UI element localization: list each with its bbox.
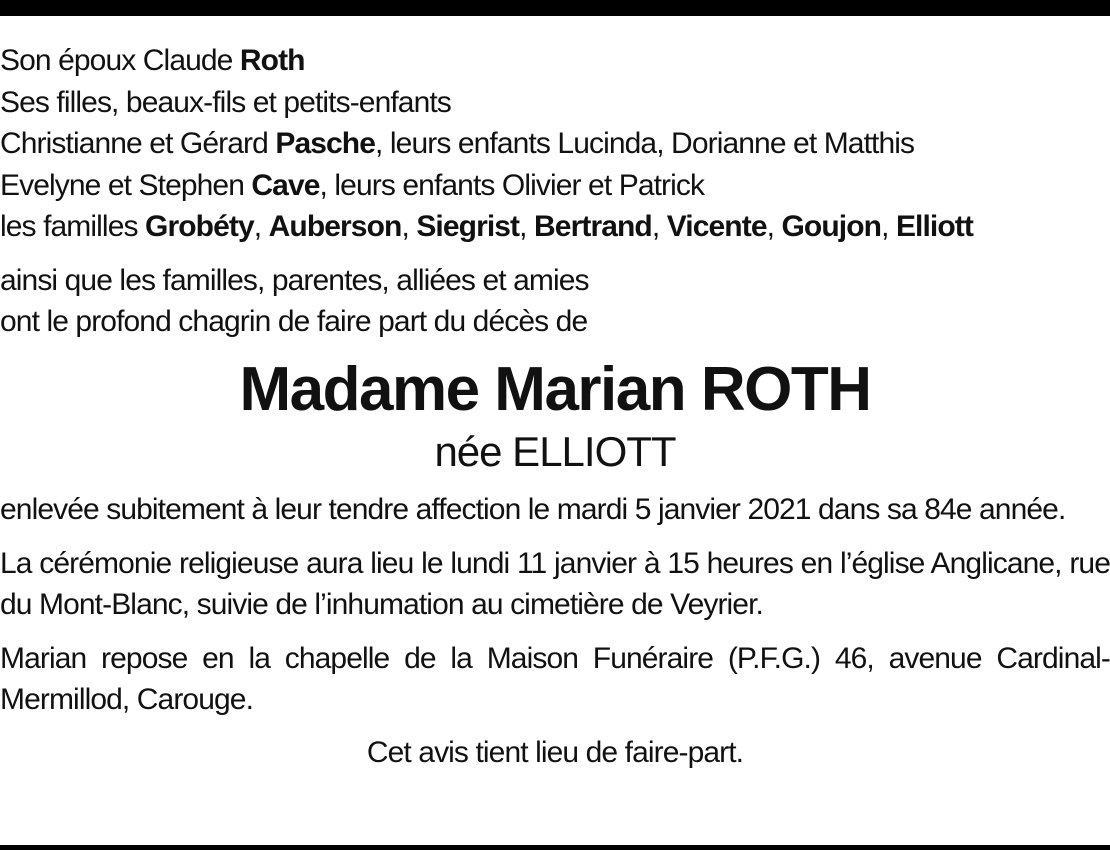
surname: Pasche [275, 127, 376, 160]
family-line-daughters: Ses filles, beaux-fils et petits-enfants [0, 85, 451, 119]
separator: , [401, 210, 417, 243]
surname: Elliott [895, 210, 973, 243]
family-line-pasche [0, 123, 1110, 165]
surname: Vicente [666, 210, 767, 243]
family-line-spouse [0, 40, 1110, 82]
text: les familles [0, 210, 146, 243]
text: Son époux Claude [0, 44, 240, 77]
surname: Cave [251, 168, 320, 202]
intro-line-1: ainsi que les familles, parentes, alliées et amies [0, 263, 589, 297]
bottom-border [0, 845, 1110, 850]
surname: Grobéty [145, 210, 254, 243]
surname: Siegrist [416, 210, 520, 243]
maiden-name: née ELLIOTT [434, 427, 676, 475]
obituary-notice [0, 40, 1110, 773]
ceremony-paragraph: La cérémonie religieuse aura lieu le lundi 11 janvier à 15 heures en l’église Anglicane, rue du Mont-Blanc, suivie de l’inhumation au cimetière de Veyrier. [0, 546, 1110, 621]
surname: Goujon [781, 210, 882, 243]
death-paragraph: enlevée subitement à leur tendre affection le mardi 5 janvier 2021 dans sa 84e année. [0, 492, 1066, 526]
separator: , [253, 210, 269, 243]
separator: , [766, 210, 782, 243]
separator: , [881, 210, 896, 243]
text: , leurs enfants Olivier et Patrick [319, 168, 705, 202]
top-border [0, 0, 1110, 16]
surname: Bertrand [534, 210, 652, 243]
family-line-families [0, 206, 1110, 248]
text: Evelyne et Stephen [0, 168, 252, 202]
repose-paragraph: Marian repose en la chapelle de la Maison Funéraire (P.F.G.) 46, avenue Cardinal-Mermillod, Carouge. [0, 641, 1110, 716]
surname: Roth [239, 44, 305, 77]
surname: Auberson [268, 210, 402, 243]
text: Christianne et Gérard [0, 127, 276, 160]
deceased-name: Madame Marian ROTH [239, 354, 871, 424]
separator: , [651, 210, 667, 243]
family-line-cave [0, 165, 1110, 207]
footer-note: Cet avis tient lieu de faire-part. [366, 735, 744, 769]
separator: , [519, 210, 535, 243]
intro-line-2: ont le profond chagrin de faire part du décès de [0, 305, 588, 338]
text: , leurs enfants Lucinda, Dorianne et Matthis [375, 127, 915, 160]
